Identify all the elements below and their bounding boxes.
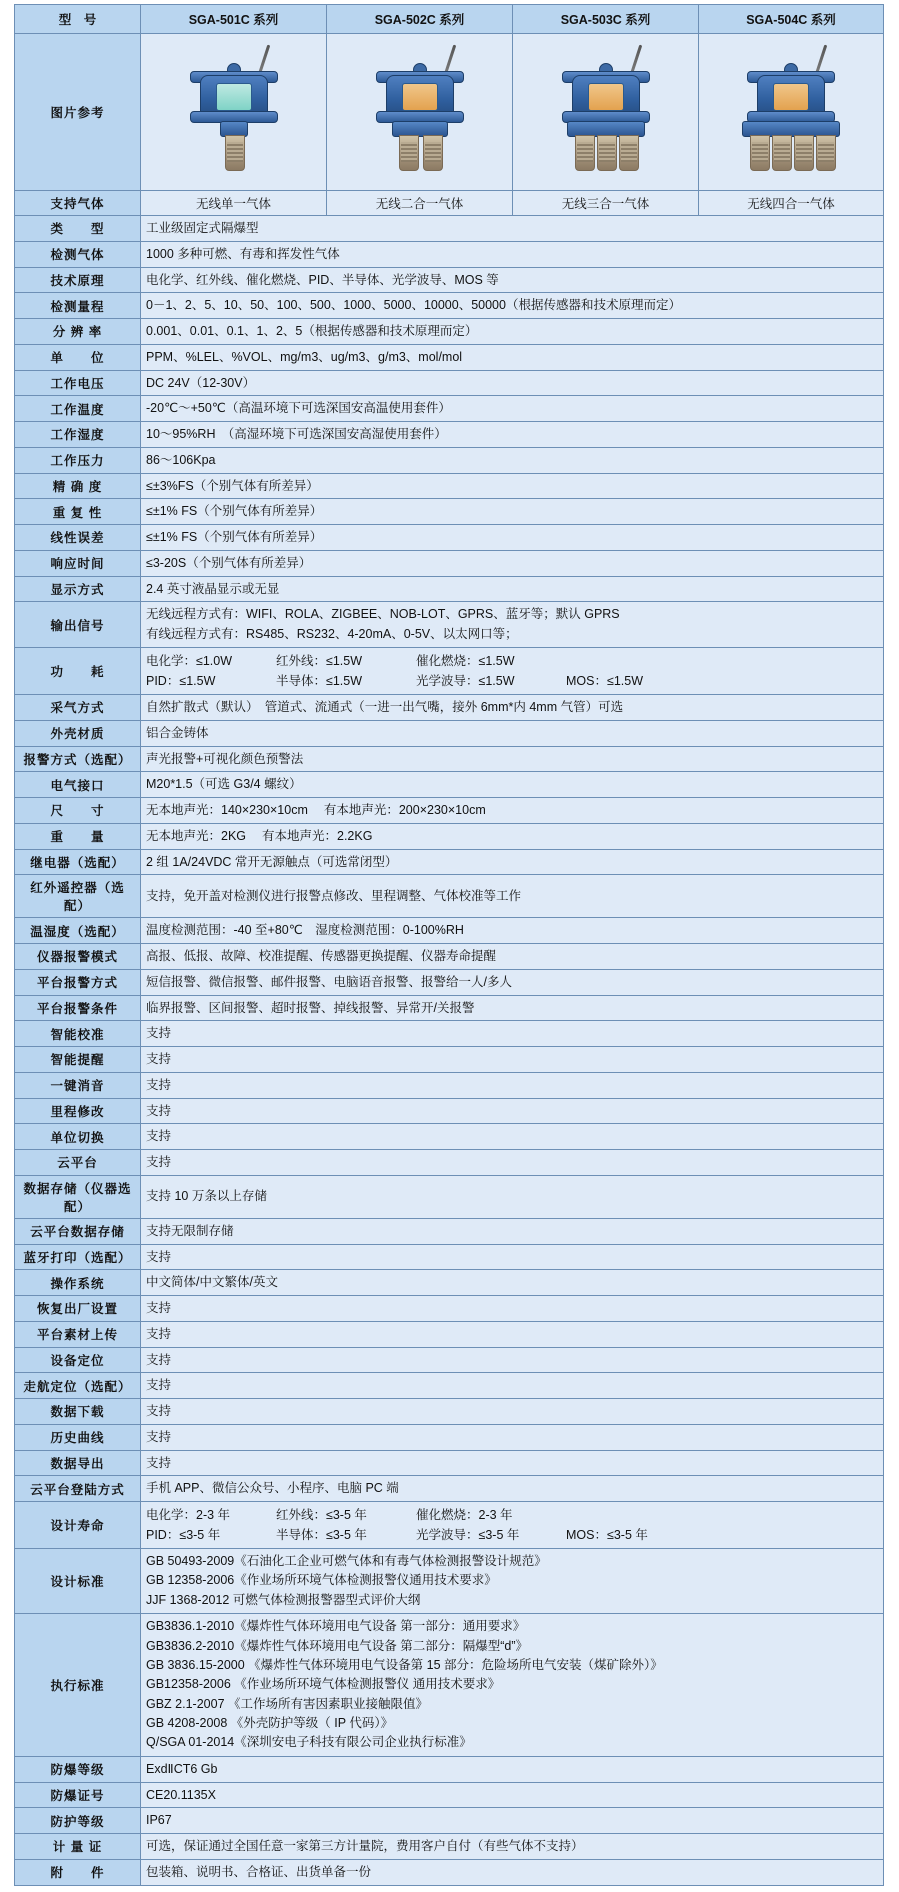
life-item-optical: 光学波导：≤3-5 年 bbox=[416, 1528, 520, 1542]
row-value: ≤±1% FS（个别气体有所差异） bbox=[141, 525, 884, 551]
design-standard-value bbox=[141, 1549, 884, 1614]
sensor-probe bbox=[816, 135, 836, 171]
detector-illustration-3 bbox=[531, 37, 681, 187]
row-label: 恢复出厂设置 bbox=[15, 1296, 141, 1322]
spec-row bbox=[15, 241, 884, 267]
row-label: 仪器报警模式 bbox=[15, 944, 141, 970]
execution-standard-row bbox=[15, 1614, 884, 1757]
row-value: 可选，保证通过全国任意一家第三方计量院，费用客户自付（有些气体不支持） bbox=[141, 1834, 884, 1860]
supported-gas-1: 无线单一气体 bbox=[141, 191, 327, 216]
row-label: 操作系统 bbox=[15, 1270, 141, 1296]
row-value: 支持 bbox=[141, 1450, 884, 1476]
spec-row bbox=[15, 1047, 884, 1073]
sensor-probe bbox=[423, 135, 443, 171]
life-item-infrared: 红外线：≤3-5 年 bbox=[276, 1508, 367, 1522]
row-label: 云平台登陆方式 bbox=[15, 1476, 141, 1502]
life-item-electrochemical: 电化学：2-3 年 bbox=[146, 1508, 231, 1522]
design-life-row bbox=[15, 1502, 884, 1549]
row-value: 临界报警、区间报警、超时报警、掉线报警、异常开/关报警 bbox=[141, 995, 884, 1021]
row-value: 支持 bbox=[141, 1321, 884, 1347]
row-value: 声光报警+可视化颜色预警法 bbox=[141, 746, 884, 772]
row-label: 数据下载 bbox=[15, 1399, 141, 1425]
spec-row bbox=[15, 576, 884, 602]
supported-gas-4: 无线四合一气体 bbox=[699, 191, 884, 216]
power-item-semiconductor: 半导体：≤1.5W bbox=[276, 674, 363, 688]
output-wireless-line: 无线远程方式有：WIFI、ROLA、ZIGBEE、NOB-LOT、GPRS、蓝牙等；默认 GPRS bbox=[146, 607, 620, 622]
spec-row bbox=[15, 1296, 884, 1322]
row-label: 红外遥控器（选配） bbox=[15, 875, 141, 918]
spec-row bbox=[15, 1244, 884, 1270]
row-label: 重 量 bbox=[15, 823, 141, 849]
spec-row bbox=[15, 473, 884, 499]
spec-row bbox=[15, 1218, 884, 1244]
design-standard-line: GB 12358-2006《作业场所环境气体检测报警仪通用技术要求》 bbox=[146, 1573, 497, 1588]
spec-sheet bbox=[0, 4, 899, 1886]
row-value: 短信报警、微信报警、邮件报警、电脑语音报警、报警给一人/多人 bbox=[141, 969, 884, 995]
spec-row bbox=[15, 422, 884, 448]
row-label: 数据导出 bbox=[15, 1450, 141, 1476]
spec-row bbox=[15, 1808, 884, 1834]
row-value: 铝合金铸体 bbox=[141, 720, 884, 746]
design-life-value bbox=[141, 1502, 884, 1549]
sensor-probe bbox=[399, 135, 419, 171]
row-value: 支持 10 万条以上存储 bbox=[141, 1175, 884, 1218]
life-item-catalytic: 催化燃烧：2-3 年 bbox=[416, 1508, 513, 1522]
product-image-2 bbox=[327, 34, 513, 191]
row-label: 工作压力 bbox=[15, 447, 141, 473]
supported-gas-3: 无线三合一气体 bbox=[513, 191, 699, 216]
sensor-probe bbox=[619, 135, 639, 171]
row-label: 技术原理 bbox=[15, 267, 141, 293]
spec-row bbox=[15, 447, 884, 473]
row-label: 防爆证号 bbox=[15, 1782, 141, 1808]
spec-row bbox=[15, 370, 884, 396]
power-item-electrochemical: 电化学：≤1.0W bbox=[146, 654, 233, 668]
display-screen bbox=[773, 83, 809, 111]
spec-row bbox=[15, 995, 884, 1021]
product-image-4 bbox=[699, 34, 884, 191]
spec-row bbox=[15, 720, 884, 746]
row-label: 类 型 bbox=[15, 216, 141, 242]
row-value: ≤±3%FS（个别气体有所差异） bbox=[141, 473, 884, 499]
design-standard-label: 设计标准 bbox=[15, 1549, 141, 1614]
row-label: 尺 寸 bbox=[15, 798, 141, 824]
row-value: 支持 bbox=[141, 1399, 884, 1425]
row-label: 走航定位（选配） bbox=[15, 1373, 141, 1399]
header-label-model: 型 号 bbox=[15, 5, 141, 34]
design-standard-line: JJF 1368-2012 可燃气体检测报警器型式评价大纲 bbox=[146, 1592, 421, 1607]
sensor-probe bbox=[225, 135, 245, 171]
spec-row bbox=[15, 1175, 884, 1218]
row-label: 计 量 证 bbox=[15, 1834, 141, 1860]
spec-row bbox=[15, 344, 884, 370]
row-value: 支持，免开盖对检测仪进行报警点修改、里程调整、气体校准等工作 bbox=[141, 875, 884, 918]
design-standard-row bbox=[15, 1549, 884, 1614]
row-label: 单位切换 bbox=[15, 1124, 141, 1150]
output-signal-row bbox=[15, 602, 884, 648]
row-label: 精 确 度 bbox=[15, 473, 141, 499]
row-value: 2 组 1A/24VDC 常开无源触点（可选常闭型） bbox=[141, 849, 884, 875]
row-value: PPM、%LEL、%VOL、mg/m3、ug/m3、g/m3、mol/mol bbox=[141, 344, 884, 370]
product-image-1 bbox=[141, 34, 327, 191]
row-label: 外壳材质 bbox=[15, 720, 141, 746]
spec-row bbox=[15, 1399, 884, 1425]
execution-standard-line: GB 3836.15-2000 《爆炸性气体环境用电气设备第 15 部分：危险场所电气安装（煤矿除外）》 bbox=[146, 1657, 663, 1672]
row-label: 采气方式 bbox=[15, 695, 141, 721]
spec-row bbox=[15, 1098, 884, 1124]
spec-row bbox=[15, 550, 884, 576]
power-item-optical: 光学波导：≤1.5W bbox=[416, 674, 515, 688]
row-label: 一键消音 bbox=[15, 1072, 141, 1098]
spec-row bbox=[15, 319, 884, 345]
row-label: 里程修改 bbox=[15, 1098, 141, 1124]
row-label: 设备定位 bbox=[15, 1347, 141, 1373]
sensor-probe bbox=[794, 135, 814, 171]
spec-row bbox=[15, 1834, 884, 1860]
row-value: ExdⅡCT6 Gb bbox=[141, 1756, 884, 1782]
spec-row bbox=[15, 1756, 884, 1782]
spec-row bbox=[15, 216, 884, 242]
row-label: 检测量程 bbox=[15, 293, 141, 319]
spec-row bbox=[15, 1782, 884, 1808]
row-label: 平台报警条件 bbox=[15, 995, 141, 1021]
spec-row bbox=[15, 1270, 884, 1296]
row-label: 检测气体 bbox=[15, 241, 141, 267]
spec-row bbox=[15, 1476, 884, 1502]
row-value: 无本地声光：140×230×10cm 有本地声光：200×230×10cm bbox=[141, 798, 884, 824]
row-value: 0－1、2、5、10、50、100、500、1000、5000、10000、50000（根据传感器和技术原理而定） bbox=[141, 293, 884, 319]
display-screen bbox=[588, 83, 624, 111]
row-label: 防爆等级 bbox=[15, 1756, 141, 1782]
spec-row bbox=[15, 918, 884, 944]
row-value: 2.4 英寸液晶显示或无显 bbox=[141, 576, 884, 602]
spec-row bbox=[15, 746, 884, 772]
power-item-catalytic: 催化燃烧：≤1.5W bbox=[416, 654, 515, 668]
row-value: IP67 bbox=[141, 1808, 884, 1834]
row-label: 防护等级 bbox=[15, 1808, 141, 1834]
row-label: 工作湿度 bbox=[15, 422, 141, 448]
row-label: 智能校准 bbox=[15, 1021, 141, 1047]
supported-gas-row bbox=[15, 191, 884, 216]
image-row bbox=[15, 34, 884, 191]
power-line-2 bbox=[146, 671, 878, 691]
spec-row bbox=[15, 1450, 884, 1476]
output-wired-line: 有线远程方式有：RS485、RS232、4-20mA、0-5V、以太网口等； bbox=[146, 626, 518, 641]
execution-standard-label: 执行标准 bbox=[15, 1614, 141, 1757]
spec-row bbox=[15, 267, 884, 293]
row-value: 支持 bbox=[141, 1098, 884, 1124]
sensor-probe bbox=[772, 135, 792, 171]
spec-row bbox=[15, 1424, 884, 1450]
row-label: 平台报警方式 bbox=[15, 969, 141, 995]
spec-row bbox=[15, 1321, 884, 1347]
execution-standard-line: Q/SGA 01-2014《深圳安电子科技有限公司企业执行标准》 bbox=[146, 1735, 472, 1750]
spec-row bbox=[15, 798, 884, 824]
row-label: 显示方式 bbox=[15, 576, 141, 602]
power-label: 功 耗 bbox=[15, 648, 141, 695]
spec-row bbox=[15, 1072, 884, 1098]
row-label: 温湿度（选配） bbox=[15, 918, 141, 944]
row-value: 支持 bbox=[141, 1072, 884, 1098]
execution-standard-line: GBZ 2.1-2007 《工作场所有害因素职业接触限值》 bbox=[146, 1696, 428, 1711]
header-model-1: SGA-501C 系列 bbox=[141, 5, 327, 34]
row-value: ≤±1% FS（个别气体有所差异） bbox=[141, 499, 884, 525]
life-line-1 bbox=[146, 1505, 878, 1525]
spec-row bbox=[15, 875, 884, 918]
row-label: 单 位 bbox=[15, 344, 141, 370]
product-image-3 bbox=[513, 34, 699, 191]
row-value: 工业级固定式隔爆型 bbox=[141, 216, 884, 242]
row-label: 蓝牙打印（选配） bbox=[15, 1244, 141, 1270]
row-value: 10～95%RH （高湿环境下可选深国安高湿使用套件） bbox=[141, 422, 884, 448]
row-value: -20℃～+50℃（高温环境下可选深国安高温使用套件） bbox=[141, 396, 884, 422]
row-value: 1000 多种可燃、有毒和挥发性气体 bbox=[141, 241, 884, 267]
execution-standard-line: GB3836.1-2010《爆炸性气体环境用电气设备 第一部分：通用要求》 bbox=[146, 1619, 526, 1634]
supported-gas-label: 支持气体 bbox=[15, 191, 141, 216]
spec-row bbox=[15, 823, 884, 849]
spec-row bbox=[15, 293, 884, 319]
spec-row bbox=[15, 772, 884, 798]
header-model-2: SGA-502C 系列 bbox=[327, 5, 513, 34]
row-label: 历史曲线 bbox=[15, 1424, 141, 1450]
row-label: 报警方式（选配） bbox=[15, 746, 141, 772]
power-item-pid: PID：≤1.5W bbox=[146, 674, 216, 688]
row-value: 支持 bbox=[141, 1244, 884, 1270]
detector-illustration-2 bbox=[345, 37, 495, 187]
execution-standard-line: GB3836.2-2010《爆炸性气体环境用电气设备 第二部分：隔爆型“d”》 bbox=[146, 1638, 529, 1653]
sensor-probe bbox=[750, 135, 770, 171]
display-screen bbox=[216, 83, 252, 111]
row-label: 响应时间 bbox=[15, 550, 141, 576]
detector-illustration-1 bbox=[159, 37, 309, 187]
row-label: 智能提醒 bbox=[15, 1047, 141, 1073]
row-value: 高报、低报、故障、校准提醒、传感器更换提醒、仪器寿命提醒 bbox=[141, 944, 884, 970]
design-life-label: 设计寿命 bbox=[15, 1502, 141, 1549]
row-value: 支持 bbox=[141, 1150, 884, 1176]
row-value: 中文简体/中文繁体/英文 bbox=[141, 1270, 884, 1296]
row-label: 电气接口 bbox=[15, 772, 141, 798]
power-line-1 bbox=[146, 651, 878, 671]
row-value: ≤3-20S（个别气体有所差异） bbox=[141, 550, 884, 576]
row-label: 平台素材上传 bbox=[15, 1321, 141, 1347]
header-model-3: SGA-503C 系列 bbox=[513, 5, 699, 34]
spec-row bbox=[15, 499, 884, 525]
row-value: 支持无限制存储 bbox=[141, 1218, 884, 1244]
display-screen bbox=[402, 83, 438, 111]
power-item-infrared: 红外线：≤1.5W bbox=[276, 654, 363, 668]
spec-row bbox=[15, 1859, 884, 1885]
row-label: 重 复 性 bbox=[15, 499, 141, 525]
row-value: 支持 bbox=[141, 1047, 884, 1073]
row-value: 无本地声光：2KG 有本地声光：2.2KG bbox=[141, 823, 884, 849]
power-item-mos: MOS：≤1.5W bbox=[566, 674, 644, 688]
output-signal-value bbox=[141, 602, 884, 648]
header-model-4: SGA-504C 系列 bbox=[699, 5, 884, 34]
spec-row bbox=[15, 1021, 884, 1047]
row-label: 线性误差 bbox=[15, 525, 141, 551]
row-label: 工作电压 bbox=[15, 370, 141, 396]
row-label: 分 辨 率 bbox=[15, 319, 141, 345]
row-value: 支持 bbox=[141, 1124, 884, 1150]
table-header-row bbox=[15, 5, 884, 34]
row-value: 支持 bbox=[141, 1373, 884, 1399]
spec-row bbox=[15, 1373, 884, 1399]
image-row-label: 图片参考 bbox=[15, 34, 141, 191]
row-value: 手机 APP、微信公众号、小程序、电脑 PC 端 bbox=[141, 1476, 884, 1502]
row-value: 86～106Kpa bbox=[141, 447, 884, 473]
execution-standard-line: GB 4208-2008 《外壳防护等级（ IP 代码）》 bbox=[146, 1716, 394, 1730]
row-value: 电化学、红外线、催化燃烧、PID、半导体、光学波导、MOS 等 bbox=[141, 267, 884, 293]
spec-row bbox=[15, 396, 884, 422]
row-label: 继电器（选配） bbox=[15, 849, 141, 875]
power-value bbox=[141, 648, 884, 695]
life-item-mos: MOS：≤3-5 年 bbox=[566, 1528, 648, 1542]
row-value: M20*1.5（可选 G3/4 螺纹） bbox=[141, 772, 884, 798]
row-value: 0.001、0.01、0.1、1、2、5（根据传感器和技术原理而定） bbox=[141, 319, 884, 345]
execution-standard-value bbox=[141, 1614, 884, 1757]
spec-row bbox=[15, 525, 884, 551]
row-value: 支持 bbox=[141, 1296, 884, 1322]
detector-illustration-4 bbox=[716, 37, 866, 187]
specification-table bbox=[14, 4, 884, 1886]
sensor-probe bbox=[597, 135, 617, 171]
spec-row bbox=[15, 944, 884, 970]
execution-standard-line: GB12358-2006 《作业场所环境气体检测报警仪 通用技术要求》 bbox=[146, 1677, 501, 1692]
row-value: 包装箱、说明书、合格证、出货单备一份 bbox=[141, 1859, 884, 1885]
spec-row bbox=[15, 969, 884, 995]
row-value: 支持 bbox=[141, 1424, 884, 1450]
spec-row bbox=[15, 849, 884, 875]
life-item-pid: PID：≤3-5 年 bbox=[146, 1528, 221, 1542]
spec-row bbox=[15, 695, 884, 721]
spec-row bbox=[15, 1124, 884, 1150]
row-label: 附 件 bbox=[15, 1859, 141, 1885]
spec-row bbox=[15, 1150, 884, 1176]
row-label: 工作温度 bbox=[15, 396, 141, 422]
row-label: 云平台数据存储 bbox=[15, 1218, 141, 1244]
row-label: 云平台 bbox=[15, 1150, 141, 1176]
supported-gas-2: 无线二合一气体 bbox=[327, 191, 513, 216]
row-label: 数据存储（仪器选配） bbox=[15, 1175, 141, 1218]
power-row bbox=[15, 648, 884, 695]
row-value: 温度检测范围：-40 至+80℃ 湿度检测范围：0-100%RH bbox=[141, 918, 884, 944]
life-item-semiconductor: 半导体：≤3-5 年 bbox=[276, 1528, 367, 1542]
design-standard-line: GB 50493-2009《石油化工企业可燃气体和有毒气体检测报警设计规范》 bbox=[146, 1554, 547, 1568]
row-value: DC 24V（12-30V） bbox=[141, 370, 884, 396]
row-value: CE20.1135X bbox=[141, 1782, 884, 1808]
life-line-2 bbox=[146, 1525, 878, 1545]
spec-row bbox=[15, 1347, 884, 1373]
row-value: 支持 bbox=[141, 1347, 884, 1373]
sensor-probe bbox=[575, 135, 595, 171]
output-signal-label: 输出信号 bbox=[15, 602, 141, 648]
row-value: 自然扩散式（默认） 管道式、流通式（一进一出气嘴，接外 6mm*内 4mm 气管）可选 bbox=[141, 695, 884, 721]
row-value: 支持 bbox=[141, 1021, 884, 1047]
